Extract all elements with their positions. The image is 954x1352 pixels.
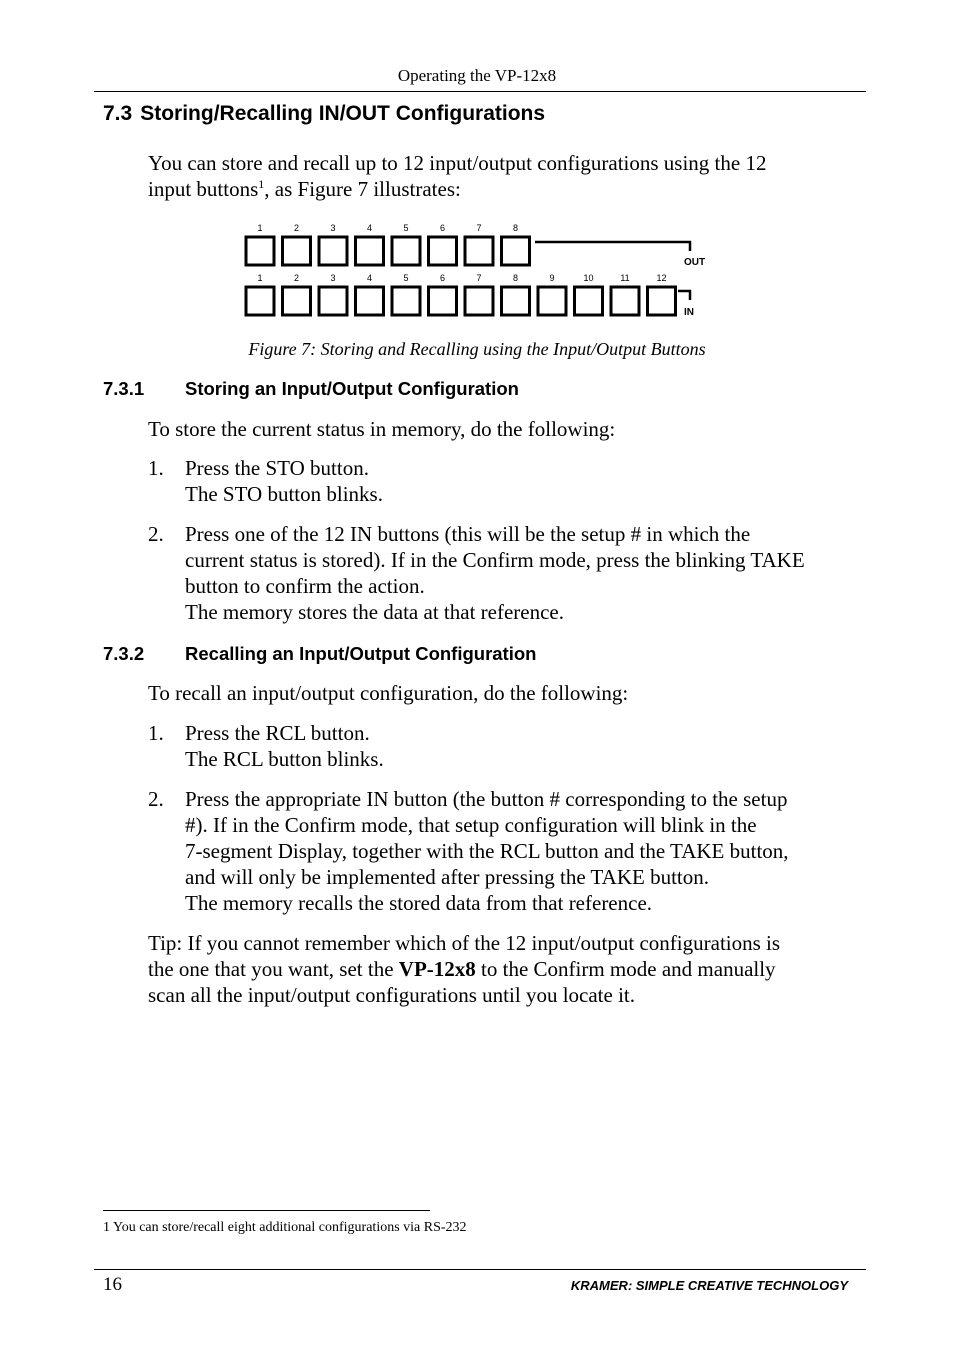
intro-line-1: You can store and recall up to 12 input/output configurations using the 12 [148,151,767,175]
out-number-3: 3 [330,223,336,233]
figure-caption: Figure 7: Storing and Recalling using the Input/Output Buttons [248,339,706,359]
step-number: 2. [148,787,164,811]
subsection-title: Storing an Input/Output Configuration [185,378,519,399]
in-button-5[interactable] [392,287,420,315]
in-number-3: 3 [330,273,336,283]
intro-paragraph [148,150,863,202]
out-number-6: 6 [439,223,446,233]
tip-line-3: scan all the input/output configurations until you locate it. [148,983,635,1007]
subsection-title: Recalling an Input/Output Configuration [185,643,537,664]
out-button-8[interactable] [502,237,530,265]
out-button-1[interactable] [246,237,274,265]
out-bracket [535,242,690,251]
section-heading [103,102,545,126]
in-number-8: 8 [512,273,519,283]
in-number-12: 12 [656,273,667,283]
in-button-11[interactable] [611,287,639,315]
step-line: The STO button blinks. [185,482,383,506]
step-number: 2. [148,522,164,546]
in-number-10: 10 [583,273,594,283]
intro-text: input buttons [148,177,259,201]
out-button-2[interactable] [283,237,311,265]
section-title: Storing/Recalling IN/OUT Configurations [140,102,546,125]
in-number-4: 4 [366,273,373,283]
footer-brand: KRAMER: SIMPLE CREATIVE TECHNOLOGY [570,1278,848,1293]
step-number: 1. [148,721,164,745]
subsection-number: 7.3.1 [103,378,145,399]
out-button-4[interactable] [356,237,384,265]
out-number-8: 8 [512,223,519,233]
tip-product-name: VP-12x8 [398,957,476,981]
section-number: 7.3 [103,102,133,125]
in-number-2: 2 [293,273,300,283]
header-rule [94,91,866,92]
tip-line-2 [148,956,863,982]
step-line: The RCL button blinks. [185,747,384,771]
tip-line-1: Tip: If you cannot remember which of the 12 input/output configurations is [148,931,781,955]
subsection-number: 7.3.2 [103,643,145,664]
out-number-7: 7 [476,223,482,233]
subsection-heading-recalling [103,643,536,665]
in-button-10[interactable] [575,287,603,315]
step-line: Press one of the 12 IN buttons (this will be the setup # in which the [185,522,751,546]
intro-line-2 [148,176,863,202]
out-label: OUT [684,257,706,268]
recalling-step-2 [148,786,863,916]
in-number-5: 5 [403,273,409,283]
in-button-3[interactable] [319,287,347,315]
out-number-4: 4 [366,223,373,233]
in-button-4[interactable] [356,287,384,315]
step-line: and will only be implemented after pressing the TAKE button. [185,865,709,889]
out-number-2: 2 [293,223,300,233]
in-number-9: 9 [549,273,555,283]
in-number-6: 6 [439,273,446,283]
out-number-5: 5 [403,223,409,233]
step-line: Press the appropriate IN button (the button # corresponding to the setup [185,787,788,811]
in-button-9[interactable] [538,287,566,315]
in-button-2[interactable] [283,287,311,315]
out-button-6[interactable] [429,237,457,265]
subsection-heading-storing [103,378,519,400]
step-line: button to confirm the action. [185,574,425,598]
storing-step-2 [148,521,863,625]
in-button-8[interactable] [502,287,530,315]
out-button-5[interactable] [392,237,420,265]
page-number: 16 [103,1274,122,1295]
step-line: Press the STO button. [185,456,369,480]
in-number-11: 11 [620,273,630,283]
footer-rule [94,1269,866,1270]
button-panel-figure [230,218,730,323]
intro-text-end: , as Figure 7 illustrates: [264,177,461,201]
footnote-rule [103,1210,430,1211]
step-line: 7-segment Display, together with the RCL button and the TAKE button, [185,839,789,863]
step-line: #). If in the Confirm mode, that setup configuration will blink in the [185,813,757,837]
step-line: The memory recalls the stored data from that reference. [185,891,653,915]
in-bracket [678,291,690,300]
tip-text-end: to the Confirm mode and manually [475,957,776,981]
tip-text: the one that you want, set the [148,957,399,981]
step-line: Press the RCL button. [185,721,370,745]
storing-intro: To store the current status in memory, do the following: [148,417,616,441]
tip-paragraph [148,930,863,1008]
step-line: current status is stored). If in the Confirm mode, press the blinking TAKE [185,548,805,572]
step-number: 1. [148,456,164,480]
in-button-12[interactable] [648,287,676,315]
footnote: 1 You can store/recall eight additional configurations via RS-232 [103,1220,467,1235]
in-number-7: 7 [476,273,482,283]
in-button-7[interactable] [465,287,493,315]
out-button-7[interactable] [465,237,493,265]
storing-step-1 [148,455,863,507]
recalling-step-1 [148,720,863,772]
out-number-1: 1 [257,223,263,233]
in-number-1: 1 [257,273,263,283]
out-button-3[interactable] [319,237,347,265]
recalling-intro: To recall an input/output configuration, do the following: [148,681,629,705]
in-button-1[interactable] [246,287,274,315]
in-label: IN [684,307,694,318]
step-line: The memory stores the data at that reference. [185,600,564,624]
in-button-6[interactable] [429,287,457,315]
running-header: Operating the VP-12x8 [397,66,557,85]
footnote-ref: 1 [258,177,265,191]
